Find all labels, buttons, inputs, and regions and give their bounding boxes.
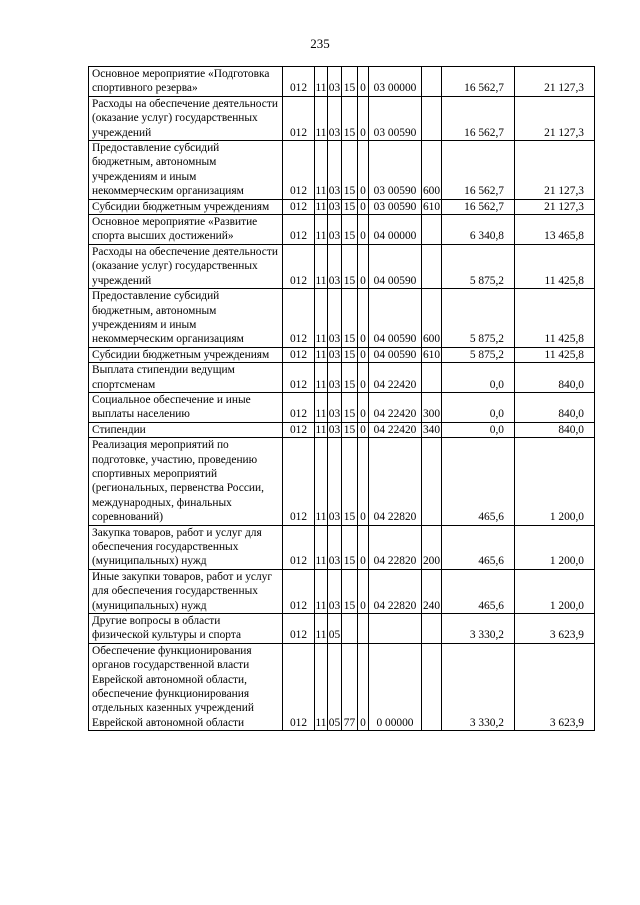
program-code-cell: 15 [342, 422, 358, 437]
amount-year2-cell: 840,0 [515, 422, 595, 437]
amount-year2-cell: 840,0 [515, 363, 595, 393]
subsection-code-cell: 03 [328, 244, 342, 288]
amount-year1-cell: 3 330,2 [442, 643, 515, 730]
subprogram-code-cell: 0 [358, 525, 369, 569]
table-row [89, 392, 595, 422]
section-code-cell: 11 [315, 200, 327, 213]
subprogram-code-cell: 0 [358, 438, 369, 525]
row-name-cell: Другие вопросы в области физической культуры и спорта [89, 614, 283, 644]
table-row [89, 422, 595, 437]
subprogram-code-cell: 0 [358, 96, 369, 140]
budget-table [88, 66, 595, 731]
ministry-code-cell: 012 [283, 215, 315, 245]
row-name-cell: Расходы на обеспечение деятельности (оказание услуг) государственных учреждений [89, 244, 283, 288]
amount-year1-cell: 465,6 [442, 438, 515, 525]
ministry-code-cell: 012 [283, 141, 315, 200]
subprogram-code-cell [358, 614, 369, 644]
section-code-cell: 11 [315, 525, 328, 569]
expense-kind-cell [422, 215, 442, 245]
subsection-code-cell: 03 [328, 141, 342, 200]
expense-kind-cell [422, 67, 442, 97]
subprogram-code-cell: 0 [358, 363, 369, 393]
subprogram-code-cell: 0 [358, 215, 369, 245]
amount-year2-cell: 3 623,9 [515, 643, 595, 730]
table-row [89, 525, 595, 569]
table-row [89, 569, 595, 613]
subprogram-code-cell: 0 [358, 199, 369, 214]
amount-year1-cell: 3 330,2 [442, 614, 515, 644]
subprogram-code-cell: 0 [358, 392, 369, 422]
subsection-code-cell: 03 [328, 525, 342, 569]
table-row [89, 244, 595, 288]
subsection-code-cell: 03 [328, 392, 342, 422]
program-code-cell: 15 [342, 96, 358, 140]
amount-year2-cell: 11 425,8 [515, 244, 595, 288]
program-code-cell: 15 [342, 569, 358, 613]
table-row [89, 141, 595, 200]
subsection-code-cell: 03 [328, 67, 342, 97]
amount-year2-cell: 13 465,8 [515, 215, 595, 245]
subsection-code-cell: 03 [328, 96, 342, 140]
amount-year1-cell: 16 562,7 [442, 141, 515, 200]
row-name-cell: Предоставление субсидий бюджетным, автономным учреждениям и иным некоммерческим организациям [89, 289, 283, 348]
expense-kind-cell: 200 [422, 525, 442, 569]
table-row [89, 438, 595, 525]
ministry-code-cell: 012 [283, 392, 315, 422]
subsection-code-cell: 03 [328, 569, 342, 613]
expense-kind-cell: 610 [422, 200, 441, 213]
ministry-code-cell: 012 [283, 614, 315, 644]
table-row [89, 347, 595, 362]
row-name-cell: Иные закупки товаров, работ и услуг для обеспечения государственных (муниципальных) нужд [89, 569, 283, 613]
subprogram-code-cell: 0 [358, 67, 369, 97]
subsection-code-cell: 03 [328, 363, 342, 393]
amount-year2-cell: 21 127,3 [515, 141, 595, 200]
ministry-code-cell: 012 [283, 525, 315, 569]
amount-year2-cell: 11 425,8 [515, 289, 595, 348]
expense-kind-cell: 340 [422, 423, 441, 436]
amount-year1-cell: 16 562,7 [442, 67, 515, 97]
target-code-cell: 04 22420 [369, 363, 422, 393]
subprogram-code-cell: 0 [358, 347, 369, 362]
amount-year1-cell: 0,0 [442, 363, 515, 393]
subprogram-code-cell: 0 [358, 289, 369, 348]
row-name-cell: Социальное обеспечение и иные выплаты населению [89, 392, 283, 422]
section-code-cell: 11 [315, 215, 328, 245]
target-code-cell: 04 22420 [369, 392, 422, 422]
budget-table-body [89, 67, 595, 731]
target-code-cell: 03 00000 [369, 67, 422, 97]
section-code-cell: 11 [315, 438, 328, 525]
section-code-cell: 11 [315, 363, 328, 393]
amount-year1-cell: 5 875,2 [442, 244, 515, 288]
section-code-cell: 11 [315, 244, 328, 288]
ministry-code-cell: 012 [283, 569, 315, 613]
amount-year2-cell: 11 425,8 [515, 347, 595, 362]
row-name-cell: Реализация мероприятий по подготовке, участию, проведению спортивных мероприятий (региональных, первенства России, международных, финальных соревнований) [89, 438, 283, 525]
amount-year1-cell: 0,0 [442, 392, 515, 422]
section-code-cell: 11 [315, 289, 328, 348]
section-code-cell: 11 [315, 392, 328, 422]
subsection-code-cell: 03 [328, 348, 341, 361]
amount-year1-cell: 465,6 [442, 525, 515, 569]
subsection-code-cell: 05 [328, 643, 342, 730]
target-code-cell: 04 00590 [369, 347, 422, 362]
subsection-code-cell: 03 [328, 289, 342, 348]
ministry-code-cell: 012 [283, 199, 315, 214]
program-code-cell: 15 [342, 347, 358, 362]
target-code-cell [369, 614, 422, 644]
section-code-cell: 11 [315, 141, 328, 200]
page-number: 235 [310, 36, 330, 51]
subprogram-code-cell: 0 [358, 141, 369, 200]
amount-year1-cell: 0,0 [442, 422, 515, 437]
program-code-cell: 77 [342, 643, 358, 730]
row-name-cell: Расходы на обеспечение деятельности (оказание услуг) государственных учреждений [89, 96, 283, 140]
section-code-cell: 11 [315, 643, 328, 730]
row-name-cell: Закупка товаров, работ и услуг для обеспечения государственных (муниципальных) нужд [89, 525, 283, 569]
expense-kind-cell: 610 [422, 348, 441, 361]
ministry-code-cell: 012 [283, 244, 315, 288]
amount-year2-cell: 1 200,0 [515, 438, 595, 525]
row-name-cell: Выплата стипендии ведущим спортсменам [89, 363, 283, 393]
expense-kind-cell [422, 614, 442, 644]
target-code-cell: 04 00000 [369, 215, 422, 245]
target-code-cell: 04 22820 [369, 569, 422, 613]
amount-year2-cell: 1 200,0 [515, 525, 595, 569]
section-code-cell: 11 [315, 348, 327, 361]
amount-year2-cell: 21 127,3 [515, 96, 595, 140]
program-code-cell: 15 [342, 67, 358, 97]
ministry-code-cell: 012 [283, 67, 315, 97]
expense-kind-cell [422, 643, 442, 730]
amount-year1-cell: 5 875,2 [442, 289, 515, 348]
ministry-code-cell: 012 [283, 363, 315, 393]
program-code-cell: 15 [342, 289, 358, 348]
target-code-cell: 03 00590 [369, 96, 422, 140]
amount-year1-cell: 5 875,2 [442, 347, 515, 362]
expense-kind-cell [422, 438, 442, 525]
row-name-cell: Субсидии бюджетным учреждениям [89, 199, 283, 214]
expense-kind-cell: 240 [422, 569, 442, 613]
row-name-cell: Стипендии [89, 422, 283, 437]
amount-year2-cell: 1 200,0 [515, 569, 595, 613]
amount-year2-cell: 21 127,3 [515, 67, 595, 97]
table-row [89, 289, 595, 348]
section-code-cell: 11 [315, 423, 327, 436]
row-name-cell: Обеспечение функционирования органов государственной власти Еврейской автономной области, обеспечение функционирования отдельных казенных учреждений Еврейской автономной области [89, 643, 283, 730]
program-code-cell: 15 [342, 244, 358, 288]
target-code-cell: 04 00590 [369, 289, 422, 348]
target-code-cell: 04 00590 [369, 244, 422, 288]
program-code-cell: 15 [342, 525, 358, 569]
amount-year2-cell: 21 127,3 [515, 199, 595, 214]
target-code-cell: 04 22820 [369, 525, 422, 569]
amount-year1-cell: 6 340,8 [442, 215, 515, 245]
program-code-cell: 15 [342, 141, 358, 200]
program-code-cell: 15 [342, 392, 358, 422]
row-name-cell: Субсидии бюджетным учреждениям [89, 347, 283, 362]
program-code-cell: 15 [342, 363, 358, 393]
target-code-cell: 0 00000 [369, 643, 422, 730]
target-code-cell: 03 00590 [369, 141, 422, 200]
ministry-code-cell: 012 [283, 289, 315, 348]
target-code-cell: 04 22420 [369, 422, 422, 437]
amount-year2-cell: 3 623,9 [515, 614, 595, 644]
amount-year1-cell: 465,6 [442, 569, 515, 613]
subsection-code-cell: 05 [328, 614, 342, 644]
table-row [89, 363, 595, 393]
row-name-cell: Предоставление субсидий бюджетным, автономным учреждениям и иным некоммерческим организациям [89, 141, 283, 200]
table-row [89, 96, 595, 140]
subsection-code-cell: 03 [328, 423, 341, 436]
target-code-cell: 04 22820 [369, 438, 422, 525]
target-code-cell: 03 00590 [369, 199, 422, 214]
table-row [89, 614, 595, 644]
expense-kind-cell: 300 [422, 392, 442, 422]
section-code-cell: 11 [315, 614, 328, 644]
subprogram-code-cell: 0 [358, 643, 369, 730]
program-code-cell: 15 [342, 215, 358, 245]
ministry-code-cell: 012 [283, 422, 315, 437]
expense-kind-cell [422, 244, 442, 288]
expense-kind-cell: 600 [422, 289, 442, 348]
section-code-cell: 11 [315, 96, 328, 140]
expense-kind-cell: 600 [422, 141, 442, 200]
row-name-cell: Основное мероприятие «Развитие спорта высших достижений» [89, 215, 283, 245]
table-row [89, 67, 595, 97]
row-name-cell: Основное мероприятие «Подготовка спортивного резерва» [89, 67, 283, 97]
table-row [89, 643, 595, 730]
subprogram-code-cell: 0 [358, 569, 369, 613]
amount-year2-cell: 840,0 [515, 392, 595, 422]
ministry-code-cell: 012 [283, 347, 315, 362]
table-row [89, 199, 595, 214]
program-code-cell: 15 [342, 199, 358, 214]
subprogram-code-cell: 0 [358, 422, 369, 437]
section-code-cell: 11 [315, 67, 328, 97]
program-code-cell: 15 [342, 438, 358, 525]
subsection-code-cell: 03 [328, 215, 342, 245]
table-row [89, 215, 595, 245]
subsection-code-cell: 03 [328, 200, 341, 213]
ministry-code-cell: 012 [283, 96, 315, 140]
program-code-cell [342, 614, 358, 644]
subsection-code-cell: 03 [328, 438, 342, 525]
ministry-code-cell: 012 [283, 643, 315, 730]
expense-kind-cell [422, 363, 442, 393]
ministry-code-cell: 012 [283, 438, 315, 525]
amount-year1-cell: 16 562,7 [442, 199, 515, 214]
subprogram-code-cell: 0 [358, 244, 369, 288]
amount-year1-cell: 16 562,7 [442, 96, 515, 140]
section-code-cell: 11 [315, 569, 328, 613]
expense-kind-cell [422, 96, 442, 140]
